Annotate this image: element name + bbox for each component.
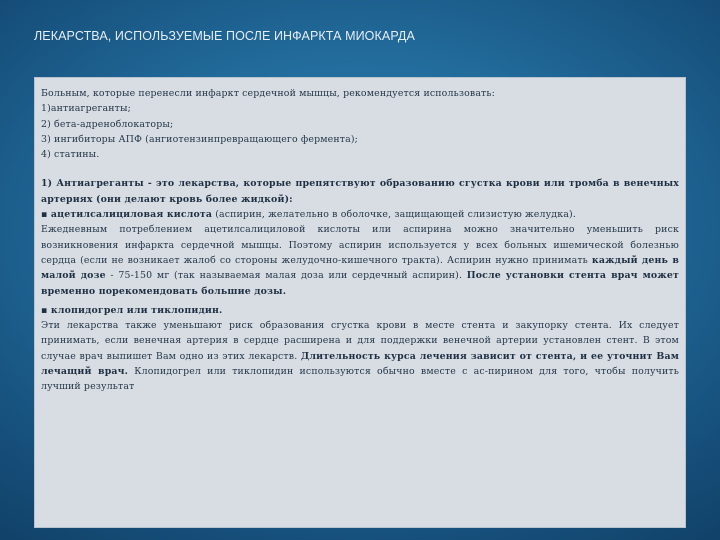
content-box xyxy=(34,77,686,528)
aspirin-paragraph xyxy=(41,222,679,298)
clopidogrel-paragraph xyxy=(41,318,679,394)
bullet-aspirin xyxy=(41,207,679,222)
aspirin-dose-text: - 75-150 мг (так называемая малая доза или сердечный аспирин). xyxy=(105,270,467,282)
list-item-beta-blockers: 2) бета-адреноблокаторы; xyxy=(41,118,174,130)
bullet-aspirin-note: (аспирин, желательно в оболочке, защищающей слизистую желудка). xyxy=(212,209,576,221)
list-item-statins: 4) статины. xyxy=(41,149,100,161)
clopidogrel-emphasis: Длительность курса лечения зависит от стента, и ее уточнит Вам лечащий врач. xyxy=(41,350,679,378)
aspirin-text: Ежедневным потреблением ацетилсалициловой кислоты или аспирина можно значительно уменьшить риск возникновения инфаркта сердечной мышцы. Поэтому аспирин используется у всех больных ишемической болезнью сердца (если не возникает жалоб со стороны желудочно-кишечного тракта). Аспирин нужно принимать xyxy=(41,224,679,266)
bullet-clopidogrel xyxy=(41,303,679,318)
list-item-ace-inhibitors: 3) ингибиторы АПФ (ангиотензинпревращающего фермента); xyxy=(41,133,358,145)
section-heading-text: 1) Антиагреганты - это лекарства, которые препятствуют образованию сгустка крови или тромба в венечных артериях (они делают кровь более жидкой): xyxy=(41,178,679,205)
bullet-aspirin-label: ▪ ацетилсалициловая кислота xyxy=(41,209,213,221)
aspirin-dose-emphasis: каждый день в малой дозе xyxy=(41,254,679,282)
intro-text: Больным, которые перенесли инфаркт сердечной мышцы, рекомендуется использовать: xyxy=(41,88,495,99)
section-heading-antiplatelets xyxy=(41,176,679,207)
list-item-antiplatelets: 1)антиагреганты; xyxy=(41,103,131,115)
slide-title: ЛЕКАРСТВА, ИСПОЛЬЗУЕМЫЕ ПОСЛЕ ИНФАРКТА МИОКАРДА xyxy=(34,29,415,43)
bullet-clopidogrel-label: ▪ клопидогрел или тиклопидин. xyxy=(41,304,223,316)
spacer xyxy=(41,162,679,176)
clopidogrel-end-text: Клопидогрел или тиклопидин используются обычно вместе с ас-пирином для того, чтобы получить лучший результат xyxy=(41,366,679,393)
aspirin-stent-emphasis: После установки стента врач может временно порекомендовать большие дозы. xyxy=(41,270,679,297)
clopidogrel-text: Эти лекарства также уменьшают риск образования сгустка крови в месте стента и закупорку стента. Их следует принимать, если венечная артерия в сердце расширена и для поддержки венечной артерии установлен стент. В этом случае врач выпишет Вам одно из этих лекарств. xyxy=(41,320,679,362)
